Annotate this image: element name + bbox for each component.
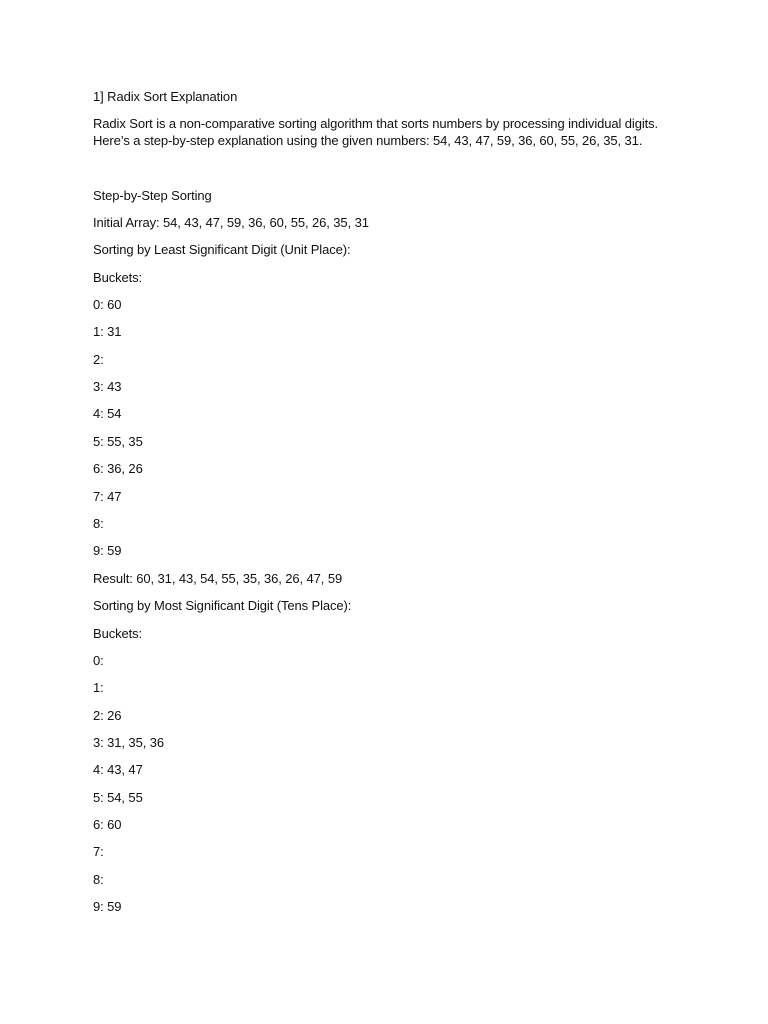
pass1-bucket-7: 7: 47	[93, 489, 122, 504]
pass2-bucket-7: 7:	[93, 844, 104, 859]
pass2-title: Sorting by Most Significant Digit (Tens Place):	[93, 598, 352, 613]
intro-line-1: Radix Sort is a non-comparative sorting algorithm that sorts numbers by processing individual digits.	[93, 116, 659, 131]
pass1-buckets-label: Buckets:	[93, 270, 143, 285]
page-heading: 1] Radix Sort Explanation	[93, 89, 238, 104]
pass1-bucket-5: 5: 55, 35	[93, 434, 143, 449]
pass1-bucket-6: 6: 36, 26	[93, 461, 143, 476]
pass2-buckets-label: Buckets:	[93, 626, 143, 641]
section-title: Step-by-Step Sorting	[93, 188, 212, 203]
pass1-title: Sorting by Least Significant Digit (Unit Place):	[93, 242, 351, 257]
pass1-bucket-4: 4: 54	[93, 406, 122, 421]
intro-line-2: Here’s a step-by-step explanation using the given numbers: 54, 43, 47, 59, 36, 60, 55, 26, 35, 31.	[93, 133, 643, 148]
pass2-bucket-6: 6: 60	[93, 817, 122, 832]
pass2-bucket-5: 5: 54, 55	[93, 790, 143, 805]
pass1-bucket-2: 2:	[93, 352, 104, 367]
pass2-bucket-3: 3: 31, 35, 36	[93, 735, 164, 750]
pass2-bucket-0: 0:	[93, 653, 104, 668]
pass1-bucket-1: 1: 31	[93, 324, 122, 339]
pass2-bucket-2: 2: 26	[93, 708, 122, 723]
pass1-bucket-8: 8:	[93, 516, 104, 531]
pass1-bucket-0: 0: 60	[93, 297, 122, 312]
pass2-bucket-9: 9: 59	[93, 899, 122, 914]
initial-array: Initial Array: 54, 43, 47, 59, 36, 60, 55, 26, 35, 31	[93, 215, 369, 230]
pass2-bucket-1: 1:	[93, 680, 104, 695]
pass2-bucket-8: 8:	[93, 872, 104, 887]
pass1-bucket-9: 9: 59	[93, 543, 122, 558]
pass1-bucket-3: 3: 43	[93, 379, 122, 394]
pass2-bucket-4: 4: 43, 47	[93, 762, 143, 777]
pass1-result: Result: 60, 31, 43, 54, 55, 35, 36, 26, 47, 59	[93, 571, 343, 586]
